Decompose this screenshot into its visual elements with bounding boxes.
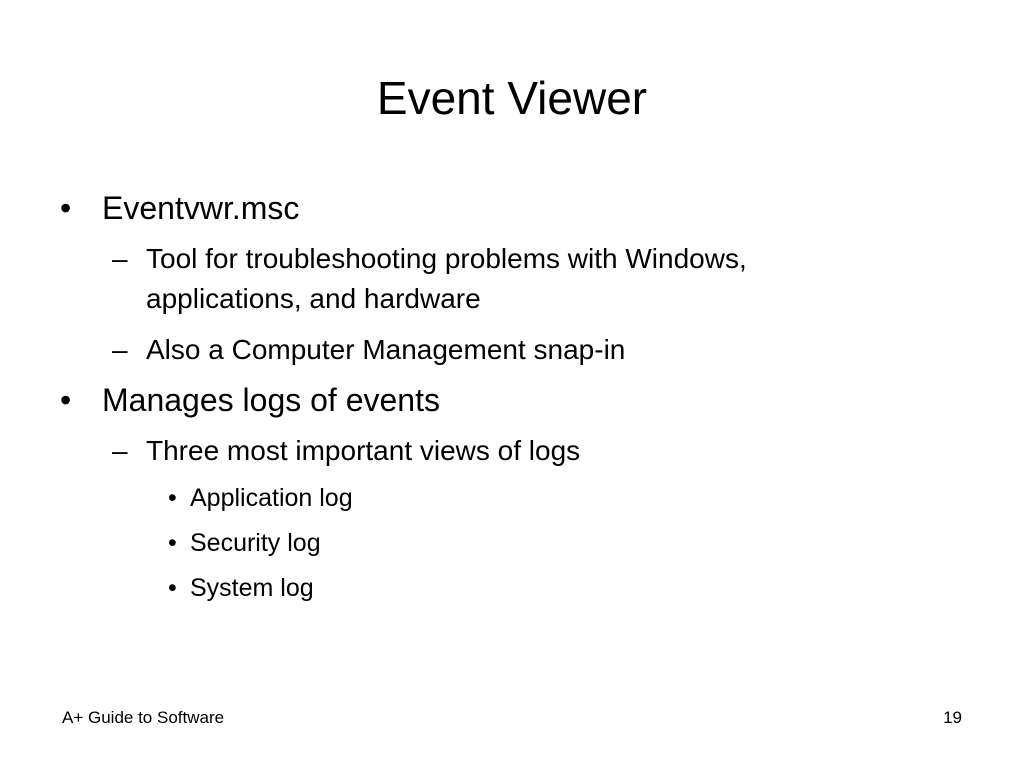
sub-bullet-text: Also a Computer Management snap-in: [146, 334, 626, 365]
page-number: 19: [943, 708, 962, 727]
dash-marker: –: [112, 435, 128, 466]
sub-bullet-text: Three most important views of logs: [146, 435, 581, 466]
log-item-text: System log: [190, 574, 314, 602]
bullet-text: Manages logs of events: [102, 382, 440, 418]
bullet-text: Eventvwr.msc: [102, 190, 300, 226]
bullet-dot: •: [168, 529, 177, 557]
sub-bullet-text: Tool for troubleshooting problems with Windows, applications, and hardware: [146, 243, 747, 314]
bullet-dot: •: [60, 190, 72, 226]
bullet-dot: •: [60, 382, 72, 418]
slide-title: Event Viewer: [376, 72, 648, 124]
dash-marker: –: [112, 243, 128, 274]
bullet-dot: •: [168, 484, 177, 512]
log-item-text: Security log: [190, 529, 321, 557]
dash-marker: –: [112, 334, 128, 365]
footer-text: A+ Guide to Software: [62, 708, 225, 727]
log-item-text: Application log: [190, 484, 353, 512]
bullet-dot: •: [168, 574, 177, 602]
